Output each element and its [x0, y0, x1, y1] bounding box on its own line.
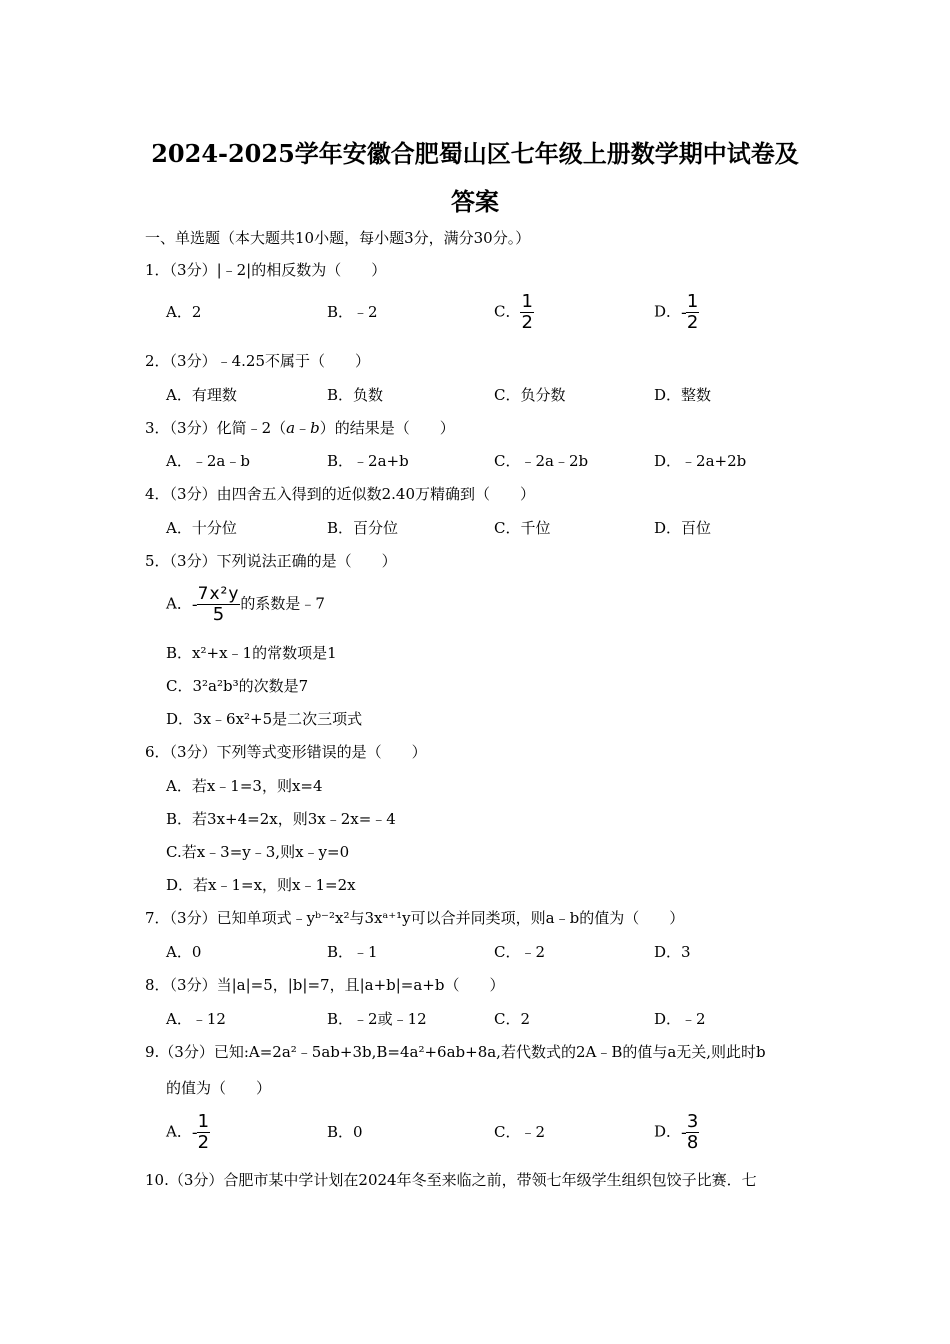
q2-option-a: A．有理数	[166, 386, 237, 404]
q5-a-fraction: $\frac{\text{7x²y}}{5}$	[197, 584, 240, 625]
q5-option-b: B．x²+x﹣1的常数项是1	[166, 644, 337, 662]
q3-option-a: A．﹣2a﹣b	[166, 452, 250, 470]
question-9-cont: 的值为（ ）	[166, 1079, 272, 1097]
q9-option-c: C．﹣2	[494, 1123, 546, 1141]
q1-c-fraction: $\frac{1}{2}$	[521, 291, 533, 333]
q9-a-fraction: $\frac{1}{2}$	[197, 1111, 210, 1153]
question-3: 3．（3分）化简﹣2（a﹣b）的结果是（ ）	[145, 419, 455, 437]
q7-option-c: C．﹣2	[494, 943, 546, 961]
question-4: 4．（3分）由四舍五入得到的近似数2.40万精确到（ ）	[145, 485, 535, 503]
q5-option-c: C．3²a²b³的次数是7	[166, 677, 309, 695]
q4-option-d: D．百位	[654, 519, 712, 537]
q1-option-d: D．- $\frac{1}{2}$	[654, 291, 699, 333]
q8-option-b: B．﹣2或﹣12	[327, 1010, 427, 1028]
q6-option-d: D．若x﹣1=x，则x﹣1=2x	[166, 876, 356, 894]
question-5: 5．（3分）下列说法正确的是（ ）	[145, 552, 397, 570]
q6-option-c: C.若x﹣3=y﹣3,则x﹣y=0	[166, 843, 350, 861]
q1-option-a: A．2	[166, 303, 202, 321]
q7-option-d: D．3	[654, 943, 691, 961]
q6-option-b: B．若3x+4=2x，则3x﹣2x=﹣4	[166, 810, 396, 828]
section-heading: 一、单选题（本大题共10小题，每小题3分，满分30分。）	[145, 229, 531, 247]
q1-d-fraction: $\frac{1}{2}$	[686, 291, 699, 333]
q7-option-b: B．﹣1	[327, 943, 378, 961]
q5-option-a: A．- $\frac{\text{7x²y}}{5}$ 的系数是﹣7	[166, 584, 325, 625]
question-10: 10.（3分）合肥市某中学计划在2024年冬至来临之前，带领七年级学生组织包饺子比赛．七	[145, 1171, 757, 1189]
question-7: 7．（3分）已知单项式﹣yᵇ⁻²x²与3xᵃ⁺¹y可以合并同类项，则a﹣b的值为（ ）	[145, 909, 685, 927]
q6-option-a: A．若x﹣1=3，则x=4	[166, 777, 323, 795]
q9-option-b: B．0	[327, 1123, 363, 1141]
q7-option-a: A．0	[166, 943, 202, 961]
q4-option-a: A．十分位	[166, 519, 237, 537]
q2-option-b: B．负数	[327, 386, 384, 404]
question-1: 1．（3分）|﹣2|的相反数为（ ）	[145, 261, 387, 279]
q4-option-b: B．百分位	[327, 519, 399, 537]
q9-option-a: A．- $\frac{1}{2}$	[166, 1111, 210, 1153]
question-8: 8．（3分）当|a|=5，|b|=7，且|a+b|=a+b（ ）	[145, 976, 505, 994]
q8-option-c: C．2	[494, 1010, 531, 1028]
page-title: 2024-2025学年安徽合肥蜀山区七年级上册数学期中试卷及	[151, 139, 799, 168]
q1-option-b: B．﹣2	[327, 303, 378, 321]
question-6: 6．（3分）下列等式变形错误的是（ ）	[145, 743, 427, 761]
q2-option-d: D．整数	[654, 386, 712, 404]
question-2: 2．（3分）﹣4.25不属于（ ）	[145, 352, 370, 370]
q2-option-c: C．负分数	[494, 386, 566, 404]
q8-option-a: A．﹣12	[166, 1010, 226, 1028]
question-9: 9.（3分）已知:A=2a²﹣5ab+3b,B=4a²+6ab+8a,若代数式的2A﹣B的值与a无关,则此时b	[145, 1043, 766, 1061]
q3-option-d: D．﹣2a+2b	[654, 452, 747, 470]
q3-option-b: B．﹣2a+b	[327, 452, 409, 470]
q8-option-d: D．﹣2	[654, 1010, 706, 1028]
q9-option-d: D．- $\frac{3}{8}$	[654, 1111, 699, 1153]
q3-option-c: C．﹣2a﹣2b	[494, 452, 589, 470]
q4-option-c: C．千位	[494, 519, 551, 537]
q1-option-c: C． $\frac{1}{2}$	[494, 291, 533, 333]
q9-d-fraction: $\frac{3}{8}$	[686, 1111, 699, 1153]
page-title-line2: 答案	[451, 187, 499, 216]
q5-option-d: D．3x﹣6x²+5是二次三项式	[166, 710, 363, 728]
